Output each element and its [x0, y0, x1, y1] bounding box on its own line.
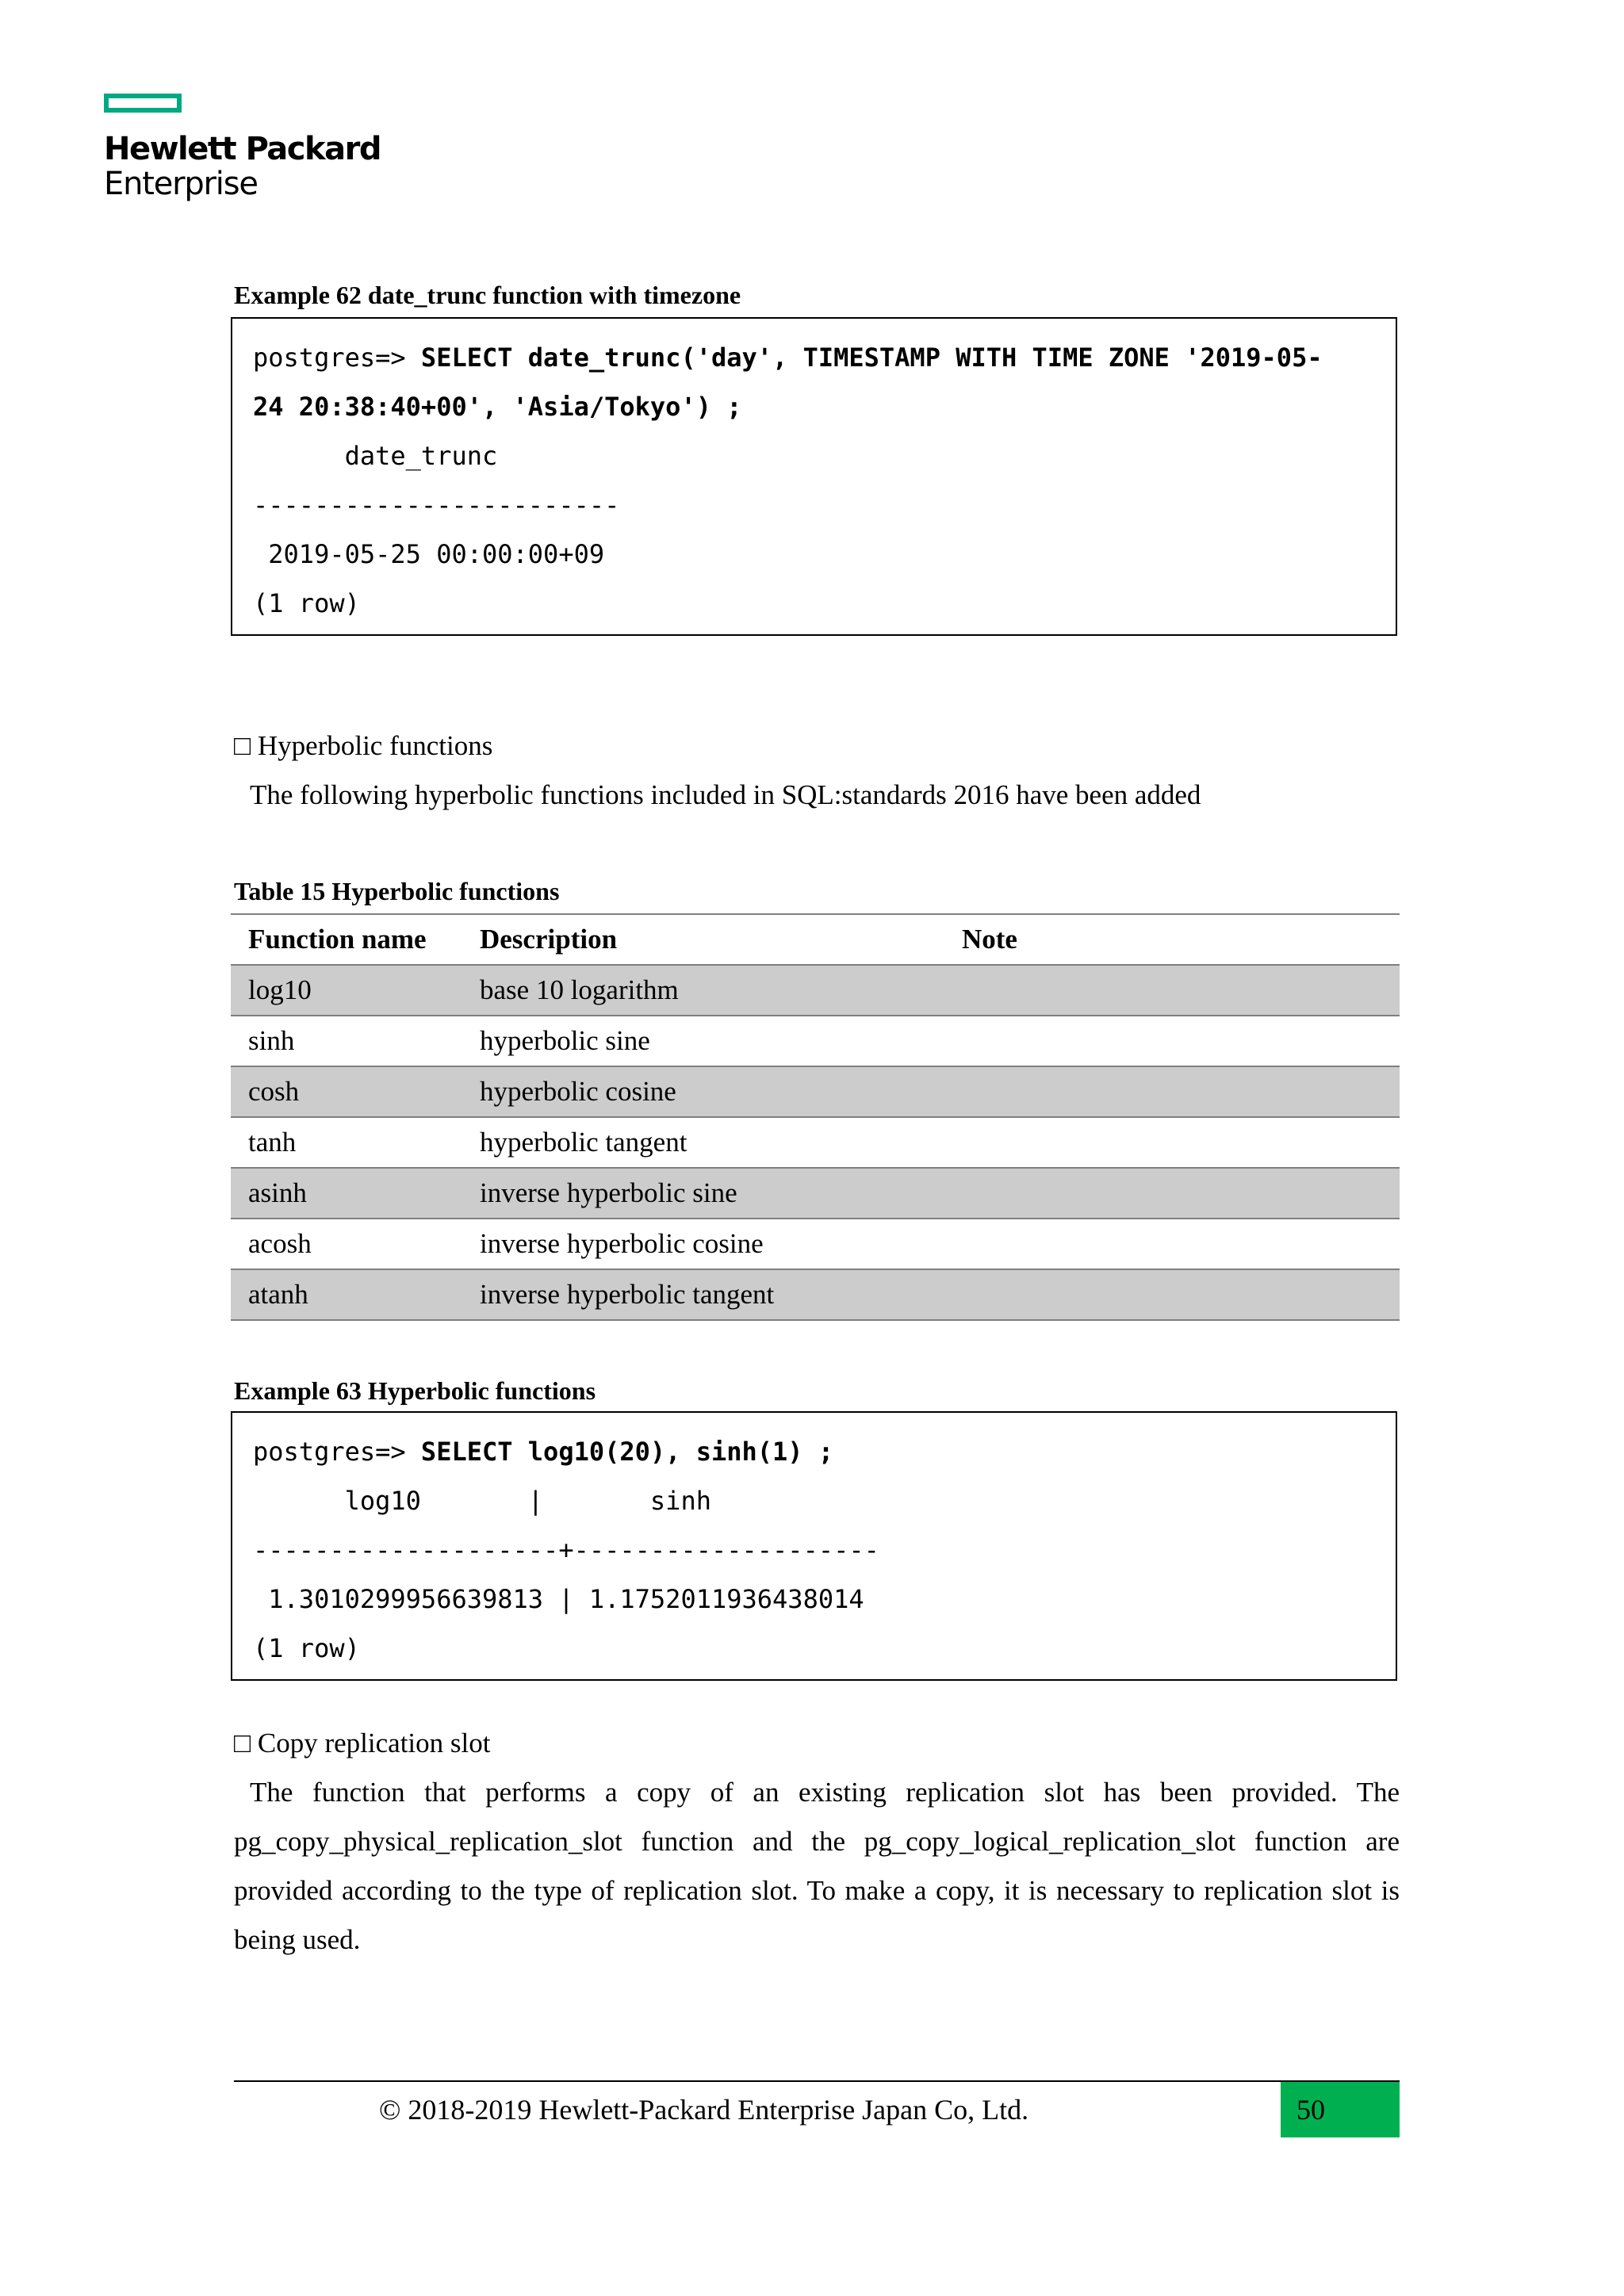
logo-text-line1: Hewlett Packard [104, 131, 381, 167]
function-name-cell: asinh [231, 1168, 462, 1219]
table-header-row [231, 914, 1400, 965]
hpe-logo [104, 94, 381, 201]
table-row [231, 1168, 1400, 1219]
logo-rectangle-icon [104, 94, 182, 113]
note-cell [944, 1117, 1400, 1168]
note-cell [944, 1066, 1400, 1117]
example62-code-block [231, 317, 1397, 636]
header-function-name: Function name [231, 914, 462, 965]
table-row [231, 1219, 1400, 1269]
table-row [231, 1016, 1400, 1066]
code-row-count: (1 row) [253, 1633, 360, 1663]
function-name-cell: atanh [231, 1269, 462, 1320]
code-query: 24 20:38:40+00', 'Asia/Tokyo') ; [253, 392, 742, 422]
code-separator: ------------------------ [253, 490, 620, 520]
note-cell [944, 1219, 1400, 1269]
note-cell [944, 1016, 1400, 1066]
logo-text-line2: Enterprise [104, 166, 258, 202]
code-result: 2019-05-25 00:00:00+09 [253, 539, 605, 569]
code-query: SELECT date_trunc('day', TIMESTAMP WITH TIME ZONE '2019-05- [420, 342, 1323, 373]
code-prompt: postgres=> [253, 342, 421, 373]
table-row [231, 1066, 1400, 1117]
function-name-cell: log10 [231, 965, 462, 1016]
hyperbolic-functions-table [231, 913, 1400, 1321]
code-query: SELECT log10(20), sinh(1) ; [420, 1437, 834, 1467]
hyperbolic-heading: □ Hyperbolic functions [234, 730, 493, 761]
description-cell: base 10 logarithm [462, 965, 944, 1016]
code-separator: --------------------+-------------------- [253, 1535, 879, 1565]
page-number-badge: 50 [1281, 2082, 1400, 2137]
description-cell: inverse hyperbolic sine [462, 1168, 944, 1219]
table-row [231, 1117, 1400, 1168]
code-column-header: date_trunc [253, 441, 498, 471]
code-result: 1.3010299956639813 | 1.1752011936438014 [253, 1584, 864, 1614]
footer-divider [234, 2080, 1400, 2082]
code-row-count: (1 row) [253, 588, 360, 618]
description-cell: hyperbolic cosine [462, 1066, 944, 1117]
table15-caption: Table 15 Hyperbolic functions [234, 877, 560, 905]
note-cell [944, 1168, 1400, 1219]
code-prompt: postgres=> [253, 1437, 421, 1467]
footer-copyright: © 2018-2019 Hewlett-Packard Enterprise Japan Co, Ltd. [379, 2094, 1029, 2126]
code-line [253, 382, 1396, 431]
copy-slot-body: The function that performs a copy of an existing replication slot has been provided. The pg_copy_physical_replication_slot function and the pg_copy_logical_replication_slot function are provided according to the type of replication slot. To make a copy, it is necessary to replication slot is being used. [234, 1777, 1400, 1955]
copy-slot-heading: □ Copy replication slot [234, 1728, 491, 1758]
hyperbolic-intro: The following hyperbolic functions included in SQL:standards 2016 have been added [250, 779, 1201, 810]
function-name-cell: tanh [231, 1117, 462, 1168]
function-name-cell: acosh [231, 1219, 462, 1269]
code-line [253, 1427, 1396, 1476]
description-cell: hyperbolic tangent [462, 1117, 944, 1168]
example62-caption: Example 62 date_trunc function with timezone [234, 281, 741, 309]
note-cell [944, 1269, 1400, 1320]
code-column-header: log10 | sinh [253, 1486, 711, 1516]
table-row [231, 1269, 1400, 1320]
header-description: Description [462, 914, 944, 965]
description-cell: inverse hyperbolic cosine [462, 1219, 944, 1269]
function-name-cell: cosh [231, 1066, 462, 1117]
code-line [253, 333, 1396, 382]
note-cell [944, 965, 1400, 1016]
function-name-cell: sinh [231, 1016, 462, 1066]
table-row [231, 965, 1400, 1016]
example63-code-block [231, 1411, 1397, 1681]
example63-caption: Example 63 Hyperbolic functions [234, 1376, 596, 1405]
description-cell: hyperbolic sine [462, 1016, 944, 1066]
header-note: Note [944, 914, 1400, 965]
description-cell: inverse hyperbolic tangent [462, 1269, 944, 1320]
